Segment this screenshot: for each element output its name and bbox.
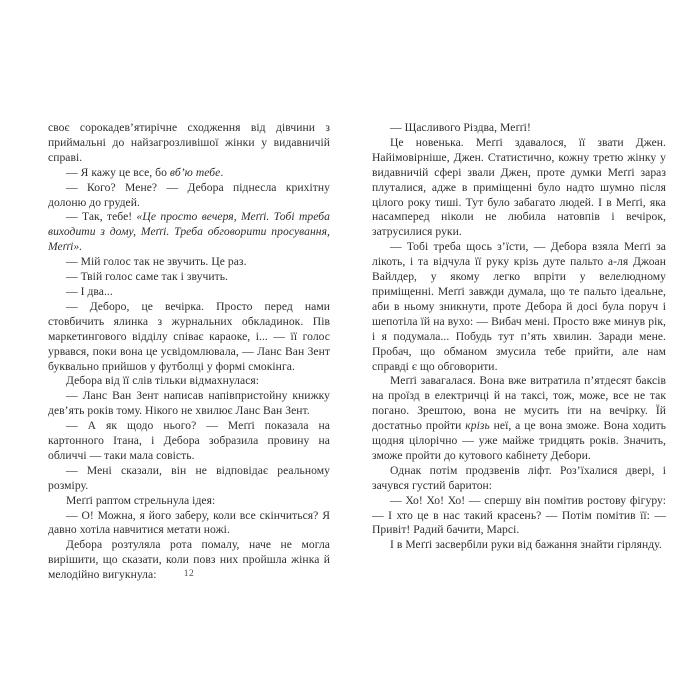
text-run: Це новенька. Меґґі здавалося, її звати Джен. Найімовірніше, Джен. Статистично, кожну третю жінку у видавничій сфері звали Джен, проте думки Меґґі зараз плуталися, адже в приміщенні було надто шумно після цілого року тиші. Тут було забагато людей. І в Меґґі, яка насамперед ніколи не любила натовпів і вечірок, затрусилися руки. [372, 135, 666, 239]
text-run: — Мені сказали, він не відповідає реальному розміру. [48, 463, 330, 492]
paragraph [48, 419, 330, 464]
paragraph [48, 210, 330, 255]
paragraph [48, 270, 330, 285]
text-run: Однак потім продзвенів ліфт. Роз’їхалися двері, і зачувся густий баритон: [372, 463, 666, 492]
text-run: — Так, тебе! [66, 210, 137, 224]
text-run: Дебора від її слів тільки відмахнулася: [66, 374, 260, 388]
paragraph [48, 181, 330, 211]
text-run: І в Меґґі засвербіли руки від бажання знайти гірлянду. [390, 538, 662, 552]
text-run: — Кого? Мене? — Дебора піднесла крихітну долоню до грудей. [48, 180, 330, 209]
paragraph [48, 374, 330, 389]
text-run: неї, а це вона зможе. Вона ходить щодня цілорічно — уже майже тридцять років. Значить, зможе пройти до кутового кабінету Дебори. [372, 419, 666, 462]
paragraph [48, 121, 330, 166]
text-run: — Деборо, це вечірка. Просто перед нами стовбичить ялинка з журнальних обкладинок. Пів маркетингового відділу співає караоке, і... — її голос урвався, поки вона це усвідомлювала, — Ланс Ван Зент буквально прийшов у футболці у формі смокінга. [48, 299, 330, 373]
text-run: своє сорокадев’ятирічне сходження від дівчини з приймальні до найзагрозливішої жінки у видавничій справі. [48, 121, 330, 164]
text-run: Меґґі раптом стрельнула ідея: [66, 493, 216, 507]
paragraph [48, 285, 330, 300]
paragraph [48, 494, 330, 509]
paragraph [372, 464, 666, 494]
paragraph [48, 255, 330, 270]
text-run: — І два... [66, 284, 113, 298]
paragraph [48, 300, 330, 375]
paragraph [372, 538, 666, 553]
text-run: — Хо! Хо! Хо! — спершу він помітив ростову фігуру: — І хто це в нас такий красень? — Потім помітив її: — Привіт! Радий бачити, Марсі. [372, 493, 666, 537]
paragraph [372, 121, 666, 136]
text-run: Дебора розтуляла рота помалу, наче не могла вирішити, що сказати, коли повз них пройшла жінка й мелодійно вигукнула: [48, 538, 330, 582]
left-page-number: 12 [183, 569, 195, 579]
text-run: — О! Можна, я його заберу, коли все скінчиться? Я давно хотіла навчитися метати ножі. [48, 508, 330, 537]
text-run: — Я кажу це все, бо [66, 165, 170, 179]
paragraph [372, 494, 666, 539]
text-run: — Ланс Ван Зент написав напівпристойну книжку дев’ять років тому. Нікого не хвилює Ланс Ван Зент. [48, 389, 330, 418]
right-page-text [372, 121, 666, 553]
text-run: — Твій голос саме так і звучить. [66, 270, 228, 284]
paragraph [48, 509, 330, 539]
text-run: — Щасливого Різдва, Меґґі! [390, 121, 531, 134]
text-run: — Тобі треба щось з’їсти, — Дебора взяла Меґґі за лікоть, і та відчула її руку крізь дуте пальто а-ля Джоан Вайлдер, у якому легко впріти у велелюдному приміщенні. Меґґі завжди думала, що те пальто ідеальне, аби в ньому зникнути, проте Дебора й досі була поруч і шепотіла їй на вухо: — Вибач мені. Просто вже минув рік, і я подумала... Побудь тут п’ять хвилин. Заради мене. Пробач, що обманом змусила тебе прийти, але нам справді є що обговорити. [372, 240, 666, 373]
paragraph [48, 166, 330, 181]
text-run: . [220, 165, 224, 179]
italic-text-run: крізь [465, 419, 490, 433]
text-run: — А як щодо нього? — Меґґі показала на картонного Ітана, і Дебора зобразила провину на обличчі — таки мала совість. [48, 419, 330, 462]
paragraph [48, 464, 330, 494]
text-run: Меґґі завагалася. Вона вже витратила п’ятдесят баксів на проїзд в електричці й на таксі, тож, може, все не так погано. Зрештою, вона не мусить іти на вечірку. Їй достатньо пройти [372, 374, 666, 433]
paragraph [372, 240, 666, 374]
italic-text-run: «Це просто вечеря, Меґґі. Тобі треба виходити з дому, Меґґі. Треба обговорити просування, Меґґі». [48, 210, 331, 254]
text-run: — Мій голос так не звучить. Це раз. [66, 255, 247, 269]
paragraph [372, 374, 666, 463]
italic-text-run: вб’ю тебе [169, 165, 221, 179]
paragraph [372, 136, 666, 240]
left-page-text [48, 121, 330, 583]
paragraph [48, 389, 330, 419]
